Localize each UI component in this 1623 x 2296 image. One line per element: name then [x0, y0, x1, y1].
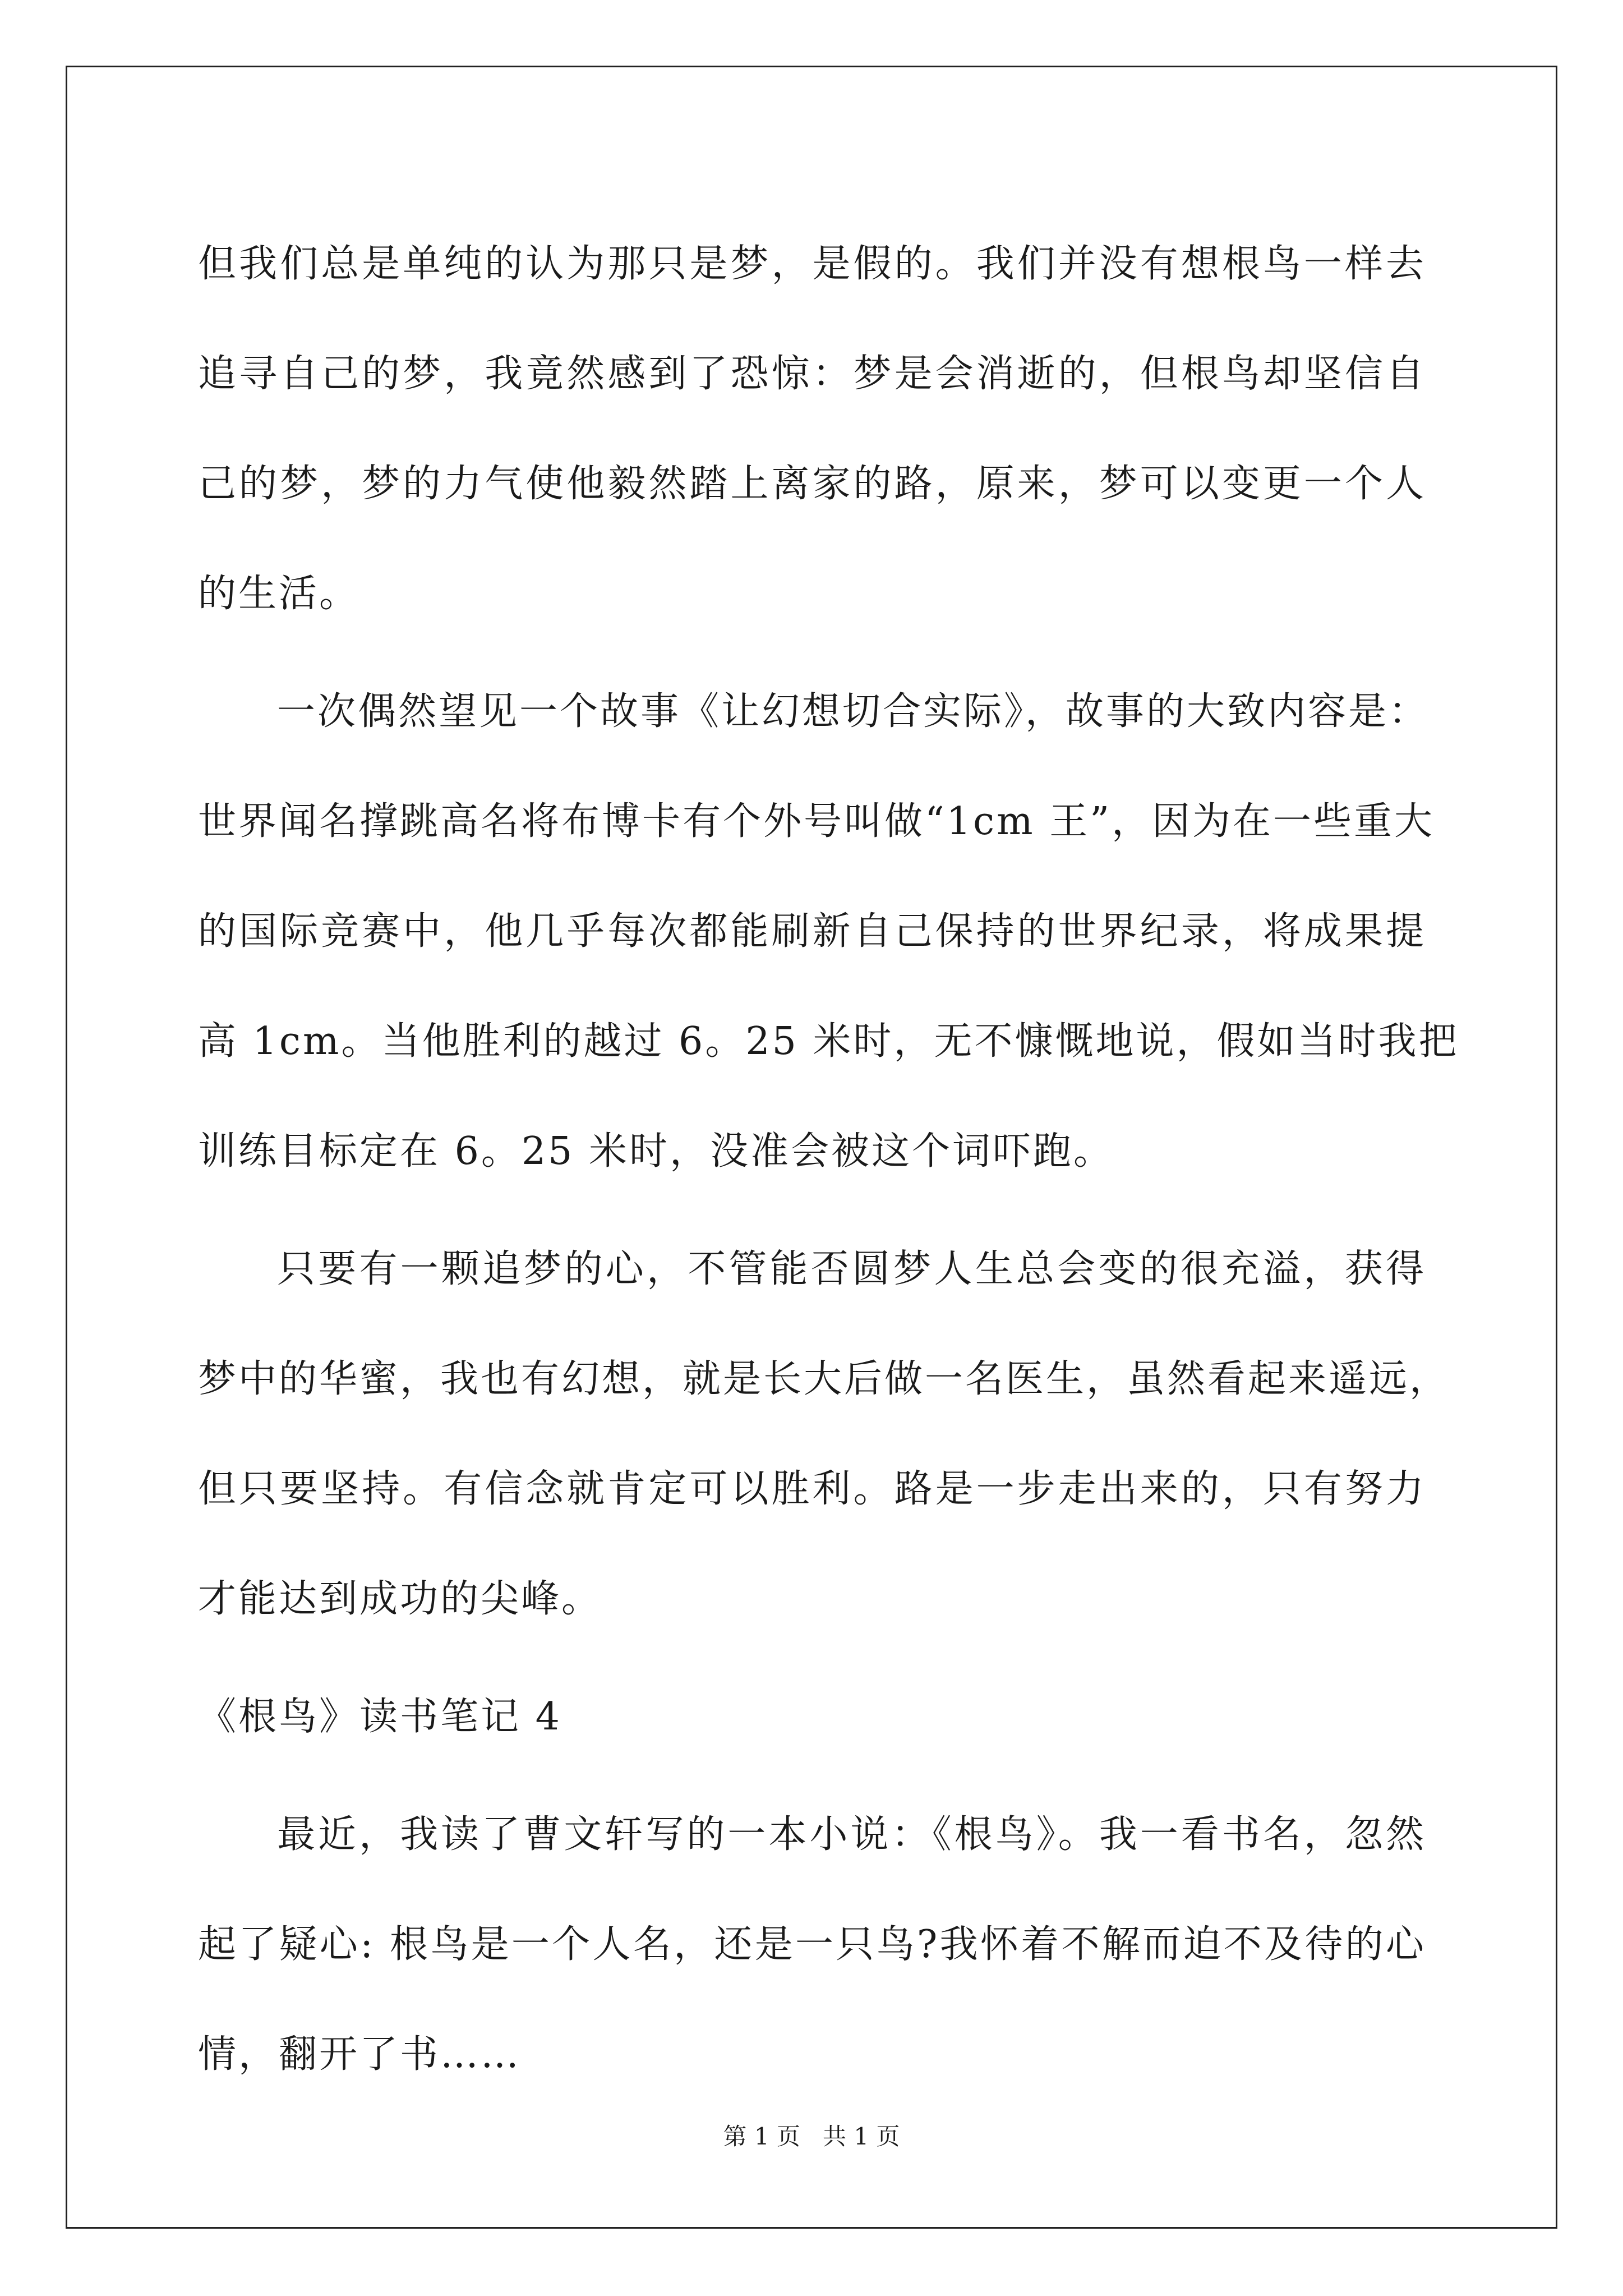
- document-body: [198, 209, 1459, 2110]
- text-line: 的国际竞赛中，他几乎每次都能刷新自己保持的世界纪录，将成果提: [198, 909, 1426, 954]
- text-line: 的生活。: [198, 572, 360, 616]
- text-line: 才能达到成功的尖峰。: [198, 1577, 602, 1621]
- text-line: 世界闻名撑跳高名将布博卡有个外号叫做“1cm 王”，因为在一些重大: [198, 799, 1435, 844]
- text-line: 最近，我读了曹文轩写的一本小说：《根鸟》。我一看书名，忽然: [277, 1812, 1426, 1857]
- page-footer: 第 1 页 共 1 页: [723, 2123, 900, 2150]
- text-line: 训练目标定在 6。25 米时，没准会被这个词吓跑。: [198, 1129, 1114, 1174]
- text-line: 但我们总是单纯的认为那只是梦，是假的。我们并没有想根鸟一样去: [198, 242, 1426, 286]
- text-line: 只要有一颗追梦的心，不管能否圆梦人生总会变的很充溢，获得: [277, 1247, 1426, 1291]
- text-line: 情，翻开了书……: [198, 2032, 522, 2077]
- text-line: 起了疑心: 根鸟是一个人名，还是一只鸟?我怀着不解而迫不及待的心: [198, 1922, 1426, 1967]
- text-line: 一次偶然望见一个故事《让幻想切合实际》，故事的大致内容是：: [277, 689, 1430, 734]
- text-line: 追寻自己的梦，我竟然感到了恐惊：梦是会消逝的，但根鸟却坚信自: [198, 352, 1426, 396]
- text-line: 但只要坚持。有信念就肯定可以胜利。路是一步走出来的，只有努力: [198, 1467, 1426, 1511]
- section-heading: 《根鸟》读书笔记 4: [198, 1695, 562, 1739]
- text-line: 高 1cm。当他胜利的越过 6。25 米时，无不慷慨地说，假如当时我把: [198, 1019, 1459, 1064]
- text-line: 己的梦，梦的力气使他毅然踏上离家的路，原来，梦可以变更一个人: [198, 462, 1426, 506]
- text-line: 梦中的华蜜，我也有幻想，就是长大后做一名医生，虽然看起来遥远，: [198, 1357, 1450, 1401]
